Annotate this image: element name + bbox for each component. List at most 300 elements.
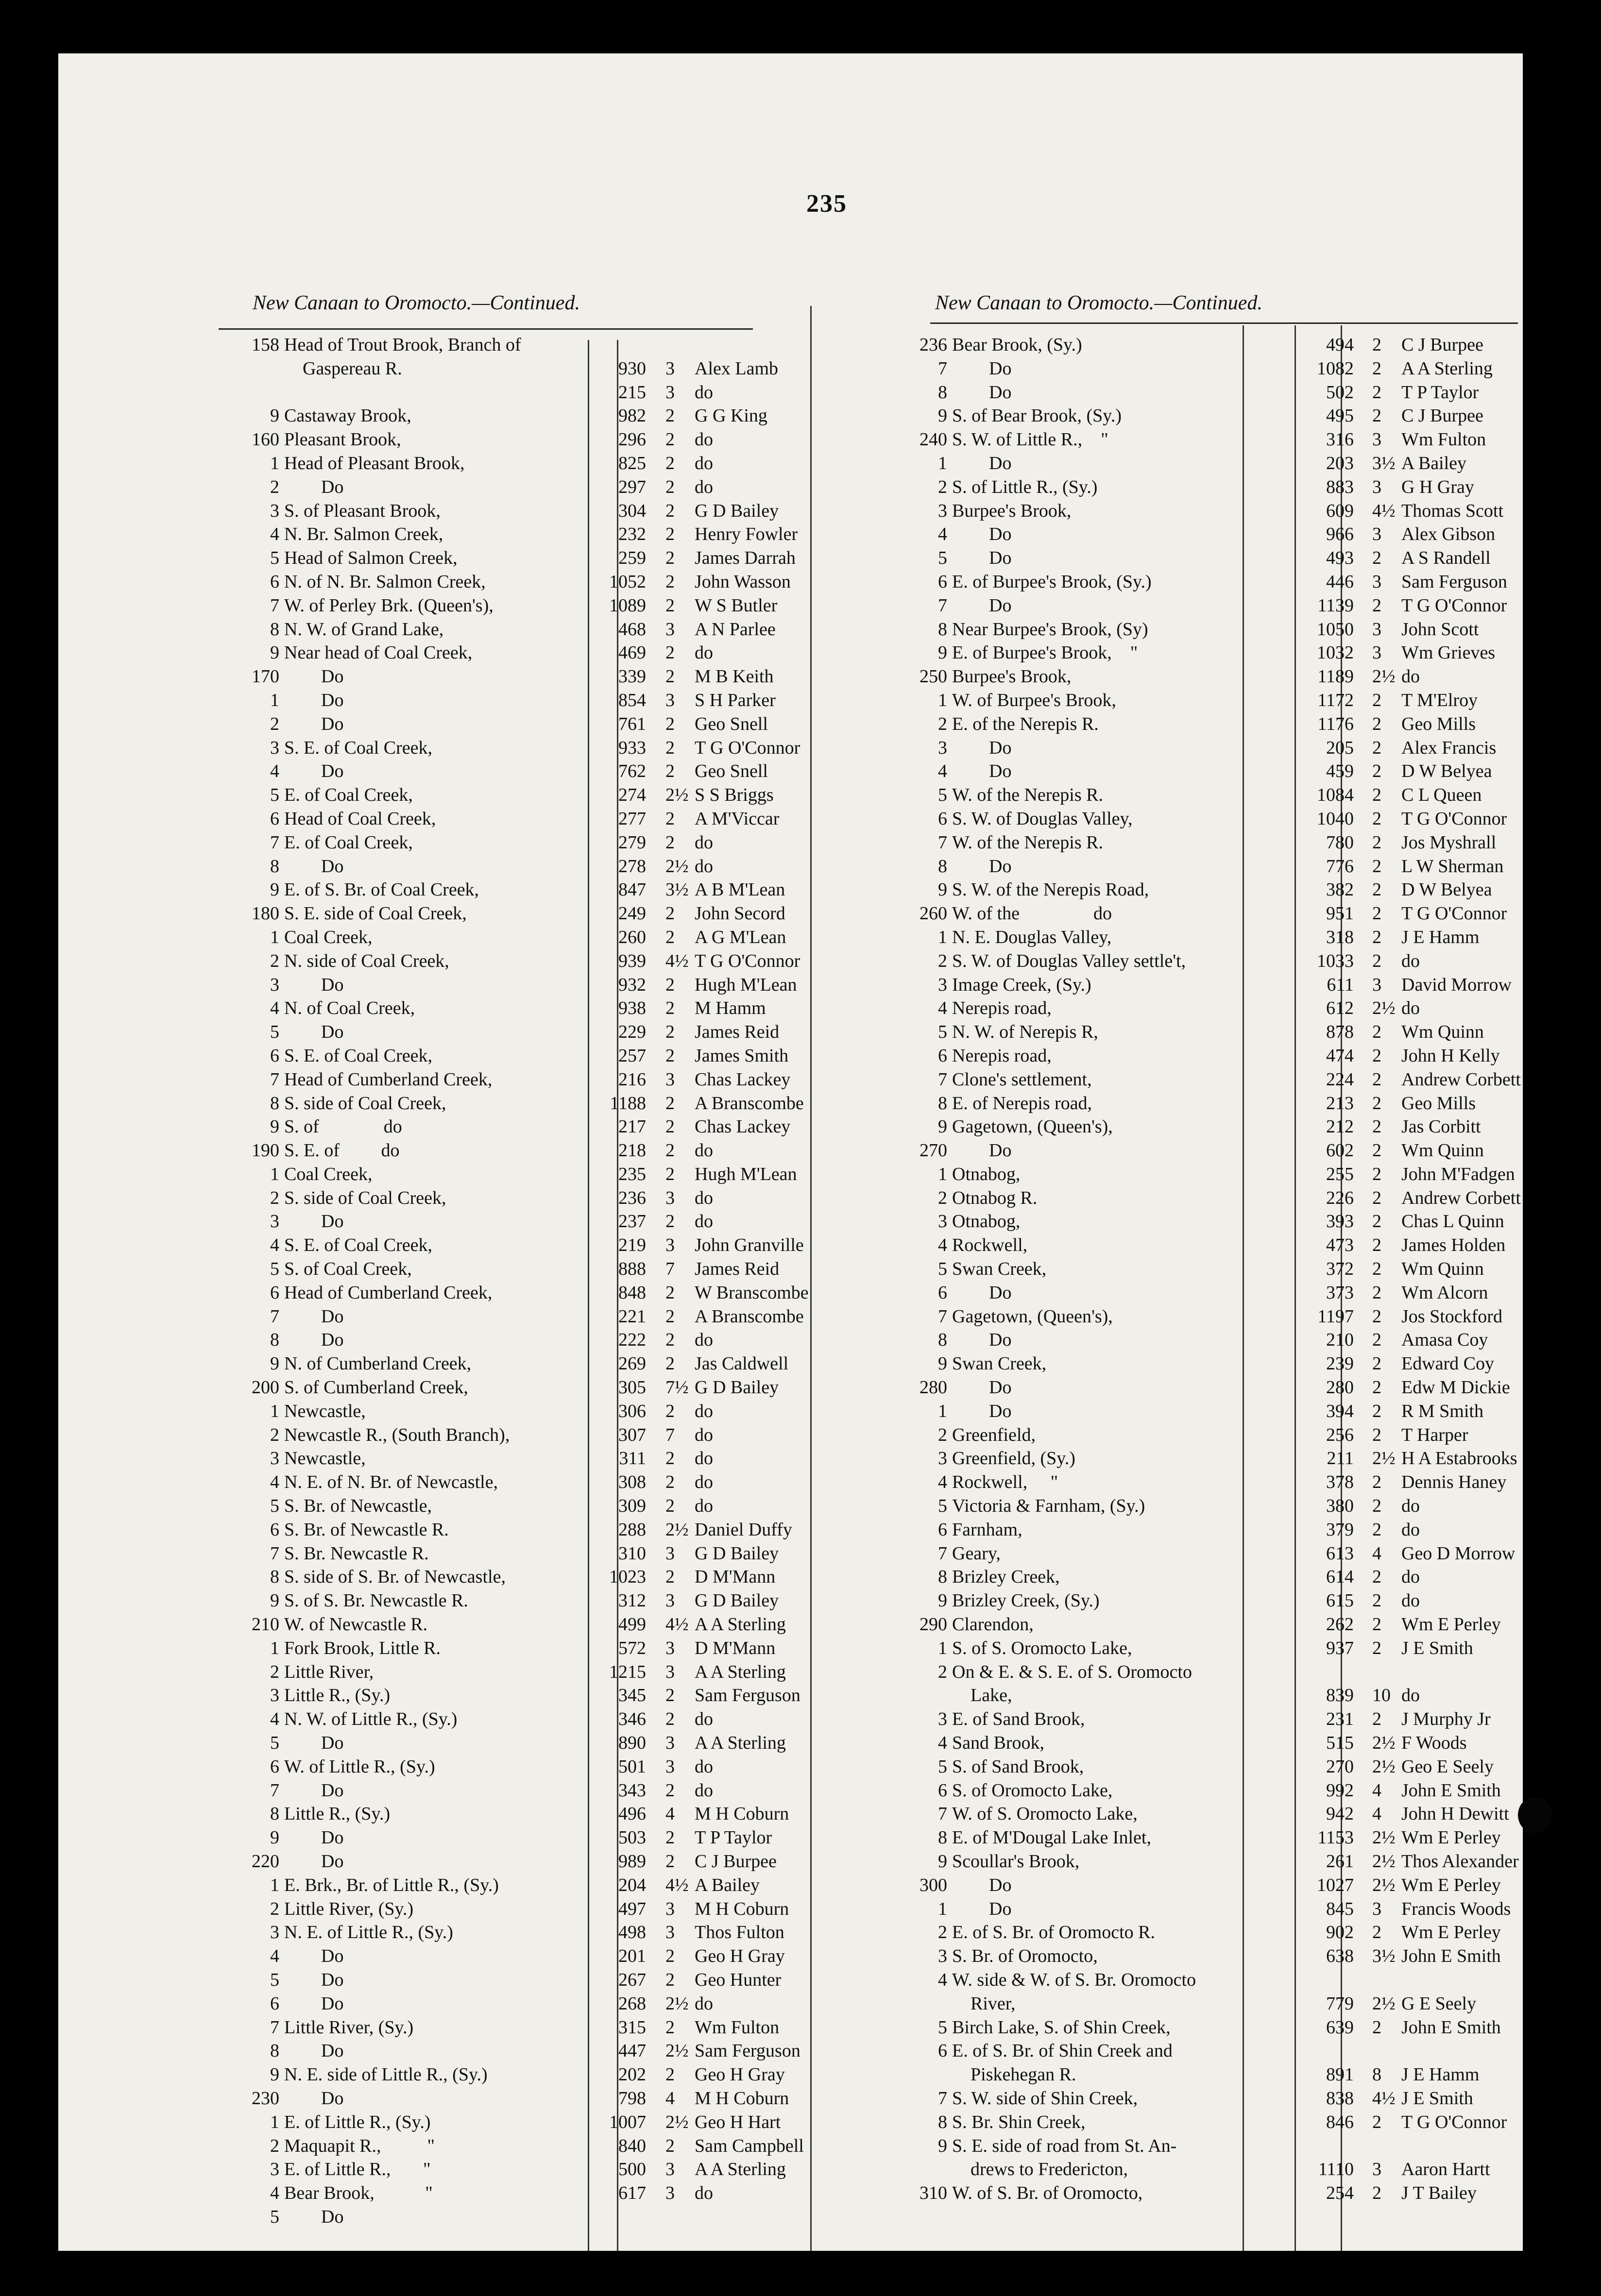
purchaser-name-cell: D M'Mann: [695, 1638, 776, 1658]
lot-number: 3: [938, 500, 947, 521]
price-cell: 2: [665, 1472, 675, 1493]
price-cell: 2: [665, 1780, 675, 1801]
purchaser-name-cell: do: [1401, 998, 1420, 1019]
lot-number: 3: [938, 1709, 947, 1730]
location-cell: Do: [284, 666, 344, 687]
price-cell: 2½: [665, 2111, 689, 2132]
price-cell: 2: [665, 1164, 675, 1184]
location-cell: Do: [284, 856, 344, 877]
lot-number: 3: [938, 737, 947, 758]
price-cell: 2½: [1372, 1756, 1396, 1777]
lot-number: 3: [270, 1685, 279, 1706]
location-cell: Do: [284, 974, 344, 995]
purchaser-name-cell: do: [695, 1780, 713, 1801]
lot-number: 9: [270, 1590, 279, 1611]
acres-cell: 204: [618, 1874, 646, 1895]
purchaser-name-cell: T P Taylor: [695, 1827, 772, 1848]
purchaser-name-cell: M H Coburn: [695, 2088, 789, 2109]
acres-cell: 638: [1326, 1946, 1354, 1967]
purchaser-name-cell: Edward Coy: [1401, 1353, 1495, 1374]
lot-number: 6: [270, 808, 279, 829]
location-cell: Do: [952, 1874, 1012, 1895]
price-cell: 2½: [665, 785, 689, 806]
lot-number: 6: [270, 1045, 279, 1066]
price-cell: 4: [1372, 1804, 1381, 1824]
lot-number: 2: [938, 476, 947, 497]
purchaser-name-cell: Sam Ferguson: [1401, 571, 1507, 592]
purchaser-name-cell: do: [695, 1472, 713, 1493]
location-cell: S. W. of Little R., ": [952, 429, 1108, 450]
purchaser-name-cell: L W Sherman: [1401, 856, 1504, 877]
lot-number: 1: [938, 453, 947, 473]
location-cell: drews to Fredericton,: [952, 2159, 1128, 2180]
price-cell: 2: [1372, 2183, 1381, 2204]
price-cell: 2½: [665, 1993, 689, 2014]
lot-number: 158: [252, 335, 279, 355]
price-cell: 2: [1372, 903, 1381, 924]
location-cell: N. W. of Grand Lake,: [284, 619, 444, 640]
price-cell: 7½: [665, 1377, 689, 1398]
price-cell: 2: [665, 1827, 675, 1848]
acres-cell: 992: [1326, 1780, 1354, 1801]
location-cell: Do: [284, 1827, 344, 1848]
location-cell: Do: [284, 2206, 344, 2227]
purchaser-name-cell: David Morrow: [1401, 974, 1512, 995]
purchaser-name-cell: Geo Mills: [1401, 1093, 1476, 1114]
acres-cell: 1197: [1317, 1306, 1354, 1327]
purchaser-name-cell: G D Bailey: [695, 1543, 779, 1564]
acres-cell: 268: [618, 1993, 646, 2014]
location-cell: Do: [284, 1733, 344, 1754]
location-cell: Pleasant Brook,: [284, 429, 401, 450]
lot-number: 8: [938, 2111, 947, 2132]
location-cell: Do: [952, 382, 1012, 403]
acres-cell: 447: [618, 2041, 646, 2061]
lot-number: 7: [938, 1543, 947, 1564]
acres-cell: 345: [618, 1685, 646, 1706]
price-cell: 2½: [1372, 1851, 1396, 1872]
location-cell: Rockwell,: [952, 1235, 1028, 1256]
lot-number: 2: [270, 1187, 279, 1208]
lot-number: 6: [938, 1780, 947, 1801]
location-cell: W. of Little R., (Sy.): [284, 1756, 435, 1777]
location-cell: Little R., (Sy.): [284, 1804, 391, 1824]
purchaser-name-cell: M H Coburn: [695, 1898, 789, 1919]
location-cell: Little River, (Sy.): [284, 1898, 414, 1919]
price-cell: 2: [1372, 382, 1381, 403]
price-cell: 3: [665, 1638, 675, 1658]
price-cell: 2: [665, 500, 675, 521]
lot-number: 4: [270, 2183, 279, 2204]
lot-number: 4: [938, 1969, 947, 1990]
lot-number: 9: [270, 2064, 279, 2085]
lot-number: 240: [920, 429, 947, 450]
location-cell: Head of Salmon Creek,: [284, 548, 458, 569]
acres-cell: 212: [1326, 1116, 1354, 1137]
lot-number: 270: [920, 1140, 947, 1161]
acres-cell: 942: [1326, 1804, 1354, 1824]
purchaser-name-cell: T P Taylor: [1401, 382, 1479, 403]
price-cell: 2: [1372, 405, 1381, 426]
purchaser-name-cell: A S Randell: [1401, 548, 1491, 569]
acres-cell: 840: [618, 2135, 646, 2156]
acres-cell: 277: [618, 808, 646, 829]
location-cell: Do: [952, 761, 1012, 782]
purchaser-name-cell: G D Bailey: [695, 1377, 779, 1398]
lot-number: 5: [938, 1259, 947, 1280]
price-cell: 2: [665, 2064, 675, 2085]
acres-cell: 316: [1326, 429, 1354, 450]
purchaser-name-cell: M H Coburn: [695, 1804, 789, 1824]
price-cell: 3: [665, 1235, 675, 1256]
price-cell: 2: [1372, 1519, 1381, 1540]
purchaser-name-cell: Thos Alexander: [1401, 1851, 1519, 1872]
acres-cell: 932: [618, 974, 646, 995]
acres-cell: 503: [618, 1827, 646, 1848]
acres-cell: 224: [1326, 1069, 1354, 1090]
lot-number: 5: [938, 548, 947, 569]
purchaser-name-cell: J E Hamm: [1401, 2064, 1480, 2085]
lot-number: 7: [270, 2017, 279, 2038]
purchaser-name-cell: do: [695, 1187, 713, 1208]
purchaser-name-cell: John E Smith: [1401, 1780, 1501, 1801]
price-cell: 2: [1372, 832, 1381, 853]
price-cell: 2½: [1372, 1874, 1396, 1895]
acres-cell: 379: [1326, 1519, 1354, 1540]
lot-number: 1: [270, 1164, 279, 1184]
price-cell: 2: [1372, 737, 1381, 758]
acres-cell: 256: [1326, 1424, 1354, 1445]
location-cell: Maquapit R., ": [284, 2135, 435, 2156]
price-cell: 2: [1372, 2111, 1381, 2132]
price-cell: 2: [665, 595, 675, 616]
purchaser-name-cell: J T Bailey: [1401, 2183, 1477, 2204]
location-cell: S. of S. Oromocto Lake,: [952, 1638, 1132, 1658]
lot-number: 6: [938, 808, 947, 829]
lot-number: 8: [938, 1567, 947, 1587]
purchaser-name-cell: Andrew Corbett: [1401, 1069, 1521, 1090]
lot-number: 7: [938, 358, 947, 379]
location-cell: Newcastle R., (South Branch),: [284, 1424, 510, 1445]
purchaser-name-cell: do: [695, 1330, 713, 1351]
lot-number: 2: [270, 476, 279, 497]
lot-number: 260: [920, 903, 947, 924]
acres-cell: 888: [618, 1259, 646, 1280]
lot-number: 5: [270, 1259, 279, 1280]
purchaser-name-cell: A A Sterling: [695, 1733, 786, 1754]
acres-cell: 572: [618, 1638, 646, 1658]
acres-cell: 938: [618, 998, 646, 1019]
acres-cell: 312: [618, 1590, 646, 1611]
acres-cell: 966: [1326, 524, 1354, 545]
lot-number: 1: [270, 453, 279, 473]
acres-cell: 1040: [1317, 808, 1354, 829]
lot-number: 8: [938, 619, 947, 640]
acres-cell: 1188: [610, 1093, 646, 1114]
purchaser-name-cell: A A Sterling: [695, 1661, 786, 1682]
price-cell: 2: [665, 832, 675, 853]
purchaser-name-cell: Amasa Coy: [1401, 1330, 1488, 1351]
lot-number: 6: [938, 1282, 947, 1303]
lot-number: 5: [270, 548, 279, 569]
lot-number: 1: [938, 690, 947, 710]
location-cell: Swan Creek,: [952, 1259, 1047, 1280]
price-cell: 2: [1372, 1235, 1381, 1256]
price-cell: 2: [1372, 1709, 1381, 1730]
location-cell: Greenfield,: [952, 1424, 1036, 1445]
acres-cell: 372: [1326, 1259, 1354, 1280]
lot-number: 200: [252, 1377, 279, 1398]
purchaser-name-cell: do: [1401, 666, 1420, 687]
acres-cell: 1007: [609, 2111, 646, 2132]
lot-number: 1: [938, 1164, 947, 1184]
location-cell: Do: [952, 1377, 1012, 1398]
price-cell: 3: [665, 1543, 675, 1564]
lot-number: 8: [270, 1567, 279, 1587]
price-cell: 2½: [665, 1519, 689, 1540]
purchaser-name-cell: Geo H Hart: [695, 2111, 781, 2132]
purchaser-name-cell: do: [695, 382, 713, 403]
price-cell: 3: [665, 1590, 675, 1611]
price-cell: 2: [665, 1969, 675, 1990]
acres-cell: 219: [618, 1235, 646, 1256]
location-cell: Coal Creek,: [284, 1164, 373, 1184]
purchaser-name-cell: Thos Fulton: [695, 1922, 784, 1943]
acres-cell: 308: [618, 1472, 646, 1493]
lot-number: 9: [270, 879, 279, 900]
lot-number: 1: [938, 927, 947, 947]
location-cell: Do: [952, 453, 1012, 473]
acres-cell: 307: [618, 1424, 646, 1445]
location-cell: S. Br. of Oromocto,: [952, 1946, 1098, 1967]
lot-number: 2: [938, 1424, 947, 1445]
location-cell: Head of Trout Brook, Branch of: [284, 335, 521, 355]
acres-cell: 236: [618, 1187, 646, 1208]
lot-number: 7: [270, 1306, 279, 1327]
acres-cell: 838: [1326, 2088, 1354, 2109]
lot-number: 7: [270, 1780, 279, 1801]
lot-number: 1: [938, 1401, 947, 1421]
purchaser-name-cell: James Reid: [695, 1022, 780, 1043]
location-cell: Do: [952, 1898, 1012, 1919]
acres-cell: 211: [1327, 1448, 1354, 1469]
price-cell: 2½: [1372, 666, 1396, 687]
lot-number: 2: [938, 1922, 947, 1943]
purchaser-name-cell: Chas L Quinn: [1401, 1211, 1504, 1232]
acres-cell: 202: [618, 2064, 646, 2085]
lot-number: 9: [270, 1827, 279, 1848]
acres-cell: 309: [618, 1496, 646, 1517]
location-cell: S. of Oromocto Lake,: [952, 1780, 1113, 1801]
price-cell: 3: [1372, 974, 1381, 995]
acres-cell: 318: [1326, 927, 1354, 947]
price-cell: 3: [665, 2159, 675, 2180]
purchaser-name-cell: do: [695, 2183, 713, 2204]
lot-number: 8: [270, 619, 279, 640]
price-cell: 3: [665, 1922, 675, 1943]
purchaser-name-cell: Jos Stockford: [1401, 1306, 1502, 1327]
purchaser-name-cell: Wm E Perley: [1401, 1614, 1501, 1635]
acres-cell: 279: [618, 832, 646, 853]
price-cell: 2: [665, 1946, 675, 1967]
location-cell: Piskehegan R.: [952, 2064, 1076, 2085]
purchaser-name-cell: Jos Myshrall: [1401, 832, 1497, 853]
purchaser-name-cell: John E Smith: [1401, 2017, 1501, 2038]
price-cell: 2: [1372, 2017, 1381, 2038]
purchaser-name-cell: R M Smith: [1401, 1401, 1483, 1421]
location-cell: N. E. of Little R., (Sy.): [284, 1922, 453, 1943]
purchaser-name-cell: A A Sterling: [695, 2159, 786, 2180]
lot-number: 1: [938, 1898, 947, 1919]
acres-cell: 473: [1326, 1235, 1354, 1256]
acres-cell: 210: [1326, 1330, 1354, 1351]
lot-number: 3: [270, 1211, 279, 1232]
lot-number: 4: [938, 998, 947, 1019]
acres-cell: 1172: [1317, 690, 1354, 710]
purchaser-name-cell: A Bailey: [1401, 453, 1467, 473]
acres-cell: 280: [1326, 1377, 1354, 1398]
purchaser-name-cell: do: [1401, 1496, 1420, 1517]
purchaser-name-cell: do: [1401, 1567, 1420, 1587]
lot-number: 7: [270, 832, 279, 853]
purchaser-name-cell: C J Burpee: [1401, 335, 1483, 355]
price-cell: 2½: [665, 856, 689, 877]
location-cell: Bear Brook, (Sy.): [952, 335, 1082, 355]
location-cell: E. of Little R., (Sy.): [284, 2111, 431, 2132]
acres-cell: 502: [1326, 382, 1354, 403]
price-cell: 3: [665, 1661, 675, 1682]
lot-number: 9: [938, 1353, 947, 1374]
purchaser-name-cell: Wm Fulton: [695, 2017, 780, 2038]
purchaser-name-cell: T G O'Connor: [1401, 2111, 1507, 2132]
acres-cell: 937: [1326, 1638, 1354, 1658]
location-cell: E. of Little R., ": [284, 2159, 431, 2180]
price-cell: 2: [1372, 1330, 1381, 1351]
price-cell: 2: [1372, 595, 1381, 616]
acres-cell: 231: [1326, 1709, 1354, 1730]
location-cell: N. of N. Br. Salmon Creek,: [284, 571, 486, 592]
location-cell: E. of Burpee's Brook, (Sy.): [952, 571, 1152, 592]
location-cell: Birch Lake, S. of Shin Creek,: [952, 2017, 1171, 2038]
price-cell: 7: [665, 1259, 675, 1280]
location-cell: Nerepis road,: [952, 998, 1052, 1019]
acres-cell: 267: [618, 1969, 646, 1990]
price-cell: 4: [665, 1804, 675, 1824]
lot-number: 7: [938, 1069, 947, 1090]
lot-number: 5: [938, 785, 947, 806]
location-cell: W. of the Nerepis R.: [952, 832, 1103, 853]
column-divider: [1294, 325, 1296, 2251]
lot-number: 2: [270, 1898, 279, 1919]
lot-number: 2: [938, 1661, 947, 1682]
price-cell: 3: [1372, 2159, 1381, 2180]
location-cell: S. W. of Douglas Valley,: [952, 808, 1133, 829]
price-cell: 3: [665, 358, 675, 379]
purchaser-name-cell: Hugh M'Lean: [695, 1164, 797, 1184]
acres-cell: 1033: [1317, 950, 1354, 971]
acres-cell: 1110: [1318, 2159, 1354, 2180]
acres-cell: 890: [618, 1733, 646, 1754]
price-cell: 2: [1372, 1045, 1381, 1066]
location-cell: Bear Brook, ": [284, 2183, 433, 2204]
acres-cell: 498: [618, 1922, 646, 1943]
acres-cell: 393: [1326, 1211, 1354, 1232]
location-cell: S. of S. Br. Newcastle R.: [284, 1590, 468, 1611]
lot-number: 5: [270, 785, 279, 806]
location-cell: E. of Coal Creek,: [284, 785, 413, 806]
location-cell: River,: [952, 1993, 1016, 2014]
acres-cell: 305: [618, 1377, 646, 1398]
purchaser-name-cell: James Reid: [695, 1259, 780, 1280]
price-cell: 2: [665, 1306, 675, 1327]
purchaser-name-cell: Wm Quinn: [1401, 1259, 1484, 1280]
location-cell: E. of S. Br. of Oromocto R.: [952, 1922, 1155, 1943]
lot-number: 5: [270, 1969, 279, 1990]
acres-cell: 201: [618, 1946, 646, 1967]
location-cell: E. of M'Dougal Lake Inlet,: [952, 1827, 1151, 1848]
lot-number: 9: [270, 405, 279, 426]
location-cell: Head of Cumberland Creek,: [284, 1282, 493, 1303]
acres-cell: 1082: [1317, 358, 1354, 379]
price-cell: 2: [665, 429, 675, 450]
purchaser-name-cell: Francis Woods: [1401, 1898, 1511, 1919]
lot-number: 220: [252, 1851, 279, 1872]
location-cell: S. E. of Coal Creek,: [284, 737, 433, 758]
acres-cell: 515: [1326, 1733, 1354, 1754]
acres-cell: 611: [1327, 974, 1354, 995]
acres-cell: 304: [618, 500, 646, 521]
location-cell: Do: [952, 548, 1012, 569]
location-cell: Nerepis road,: [952, 1045, 1052, 1066]
price-cell: 2½: [665, 2041, 689, 2061]
price-cell: 2: [1372, 1614, 1381, 1635]
price-cell: 2: [1372, 1377, 1381, 1398]
purchaser-name-cell: A B M'Lean: [695, 879, 785, 900]
price-cell: 2: [1372, 1259, 1381, 1280]
price-cell: 3: [665, 1898, 675, 1919]
price-cell: 2: [1372, 1211, 1381, 1232]
price-cell: 3: [665, 1756, 675, 1777]
price-cell: 2½: [1372, 1827, 1396, 1848]
acres-cell: 493: [1326, 548, 1354, 569]
location-cell: E. of Sand Brook,: [952, 1709, 1085, 1730]
location-cell: Otnabog,: [952, 1211, 1021, 1232]
price-cell: 3: [665, 2183, 675, 2204]
lot-number: 2: [270, 1661, 279, 1682]
price-cell: 2: [665, 1045, 675, 1066]
price-cell: 2: [665, 666, 675, 687]
lot-number: 2: [270, 713, 279, 734]
location-cell: Greenfield, (Sy.): [952, 1448, 1075, 1469]
lot-number: 4: [270, 1472, 279, 1493]
acres-cell: 1189: [1317, 666, 1354, 687]
lot-number: 300: [920, 1874, 947, 1895]
lot-number: 3: [938, 1448, 947, 1469]
location-cell: S. of Coal Creek,: [284, 1259, 412, 1280]
location-cell: S. side of Coal Creek,: [284, 1187, 446, 1208]
price-cell: 3: [665, 690, 675, 710]
price-cell: 2: [1372, 1472, 1381, 1493]
purchaser-name-cell: M Hamm: [695, 998, 766, 1019]
price-cell: 3: [1372, 619, 1381, 640]
price-cell: 2: [1372, 1116, 1381, 1137]
acres-cell: 761: [618, 713, 646, 734]
price-cell: 2: [665, 2017, 675, 2038]
lot-number: 160: [252, 429, 279, 450]
location-cell: W. of Burpee's Brook,: [952, 690, 1116, 710]
lot-number: 6: [270, 1282, 279, 1303]
price-cell: 3: [665, 1187, 675, 1208]
